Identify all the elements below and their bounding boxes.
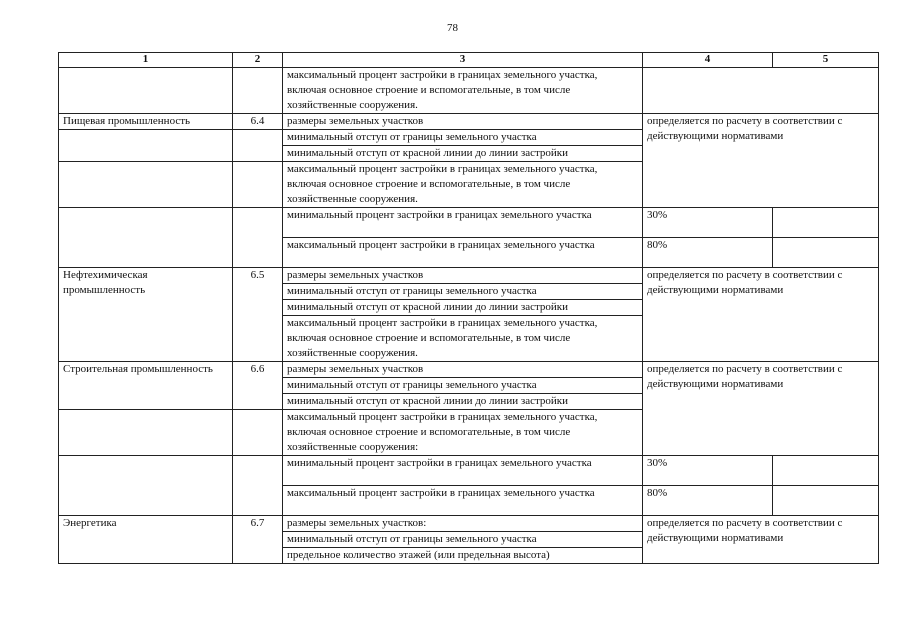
empty-cell xyxy=(59,162,233,208)
empty-cell xyxy=(773,486,879,516)
norm-cell: определяется по расчету в соответствии с действующими нормативами xyxy=(643,114,879,208)
param-cell: минимальный процент застройки в границах земельного участка xyxy=(283,456,643,486)
param-cell: максимальный процент застройки в границах земельного участка, включая основное строение и вспомогательные, в том числе хозяйственные сооружения. xyxy=(283,316,643,362)
param-cell: предельное количество этажей (или предельная высота) xyxy=(283,548,643,564)
empty-cell xyxy=(773,456,879,486)
param-cell: максимальный процент застройки в границах земельного участка xyxy=(283,486,643,516)
header-col-4: 4 xyxy=(643,53,773,68)
empty-cell xyxy=(643,68,879,114)
zoning-table xyxy=(58,52,879,564)
table-row xyxy=(59,362,879,378)
norm-cell: определяется по расчету в соответствии с действующими нормативами xyxy=(643,268,879,362)
empty-cell xyxy=(233,410,283,456)
empty-cell xyxy=(59,208,233,268)
param-cell: минимальный отступ от границы земельного участка xyxy=(283,378,643,394)
use-code-cell: 6.6 xyxy=(233,362,283,410)
param-cell: размеры земельных участков: xyxy=(283,516,643,532)
value-cell: 80% xyxy=(643,238,773,268)
empty-cell xyxy=(233,162,283,208)
param-cell: минимальный отступ от красной линии до линии застройки xyxy=(283,146,643,162)
header-col-2: 2 xyxy=(233,53,283,68)
empty-cell xyxy=(773,238,879,268)
empty-cell xyxy=(773,208,879,238)
table-row xyxy=(59,68,879,114)
use-code-cell: 6.5 xyxy=(233,268,283,362)
param-cell: максимальный процент застройки в границах земельного участка, включая основное строение и вспомогательные, в том числе хозяйственные сооружения. xyxy=(283,68,643,114)
table-row xyxy=(59,516,879,532)
empty-cell xyxy=(59,68,233,114)
table-row xyxy=(59,208,879,238)
norm-cell: определяется по расчету в соответствии с действующими нормативами xyxy=(643,516,879,564)
param-cell: максимальный процент застройки в границах земельного участка, включая основное строение и вспомогательные, в том числе хозяйственные сооружения: xyxy=(283,410,643,456)
use-name-cell: Строительная промышленность xyxy=(59,362,233,410)
param-cell: размеры земельных участков xyxy=(283,114,643,130)
use-name-cell: Пищевая промышленность xyxy=(59,114,233,130)
table-header-row xyxy=(59,53,879,68)
page-number: 78 xyxy=(447,22,458,34)
empty-cell xyxy=(59,456,233,516)
empty-cell xyxy=(233,208,283,268)
param-cell: минимальный процент застройки в границах земельного участка xyxy=(283,208,643,238)
value-cell: 30% xyxy=(643,456,773,486)
use-name-cell: Нефтехимическая промышленность xyxy=(59,268,233,362)
param-cell: минимальный отступ от границы земельного участка xyxy=(283,532,643,548)
empty-cell xyxy=(233,130,283,162)
empty-cell xyxy=(59,410,233,456)
param-cell: максимальный процент застройки в границах земельного участка, включая основное строение и вспомогательные, в том числе хозяйственные сооружения. xyxy=(283,162,643,208)
param-cell: минимальный отступ от красной линии до линии застройки xyxy=(283,394,643,410)
param-cell: размеры земельных участков xyxy=(283,268,643,284)
table-row xyxy=(59,456,879,486)
param-cell: минимальный отступ от красной линии до линии застройки xyxy=(283,300,643,316)
empty-cell xyxy=(233,68,283,114)
param-cell: размеры земельных участков xyxy=(283,362,643,378)
header-col-3: 3 xyxy=(283,53,643,68)
use-code-cell: 6.4 xyxy=(233,114,283,130)
table-row xyxy=(59,268,879,284)
table-row xyxy=(59,114,879,130)
header-col-1: 1 xyxy=(59,53,233,68)
use-code-cell: 6.7 xyxy=(233,516,283,564)
param-cell: минимальный отступ от границы земельного участка xyxy=(283,130,643,146)
norm-cell: определяется по расчету в соответствии с действующими нормативами xyxy=(643,362,879,456)
empty-cell xyxy=(59,130,233,162)
param-cell: минимальный отступ от границы земельного участка xyxy=(283,284,643,300)
header-col-5: 5 xyxy=(773,53,879,68)
use-name-cell: Энергетика xyxy=(59,516,233,564)
value-cell: 30% xyxy=(643,208,773,238)
value-cell: 80% xyxy=(643,486,773,516)
param-cell: максимальный процент застройки в границах земельного участка xyxy=(283,238,643,268)
empty-cell xyxy=(233,456,283,516)
